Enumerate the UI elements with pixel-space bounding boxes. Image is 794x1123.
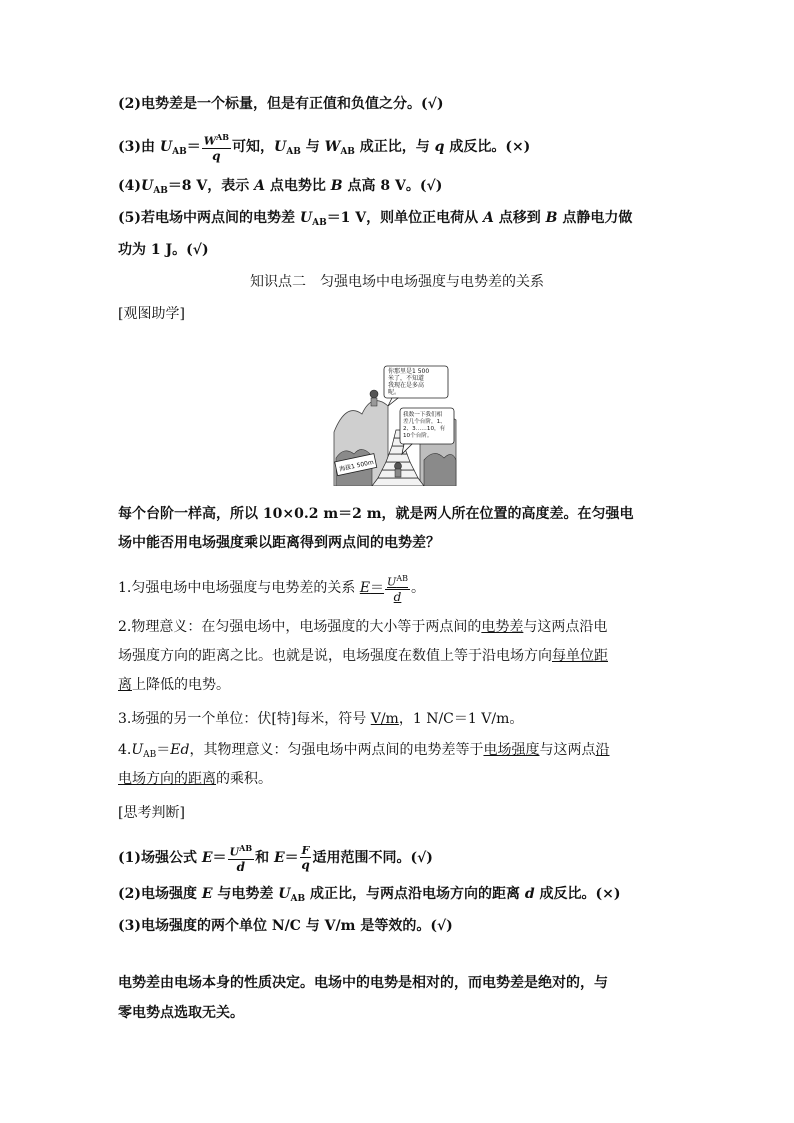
fraction-u-over-d: $\frac{U^{AB}}{d}$ [387, 574, 408, 604]
staircase-illustration [332, 362, 458, 486]
note-line-2: 零电势点选取无关。 [118, 1005, 244, 1021]
bush-right [424, 453, 456, 486]
bubble2-line-2: 差几个台阶，1、 [403, 419, 446, 425]
bubble2-line-4: 10个台阶。 [403, 433, 433, 439]
judge-item-2: (2)电势差是一个标量，但是有正值和负值之分。(√) [118, 96, 444, 112]
judge-item-5: (5)若电场中两点间的电势差 $U_{AB}=1$ V，则单位正电荷从 A 点移到 B 点静电力做 [118, 210, 633, 228]
bubble1-line-4: 呢。 [388, 389, 401, 396]
judge2-item-2: (2)电场强度 E 与电势差 $U_{AB}$ 成正比，与两点沿电场方向的距离 d 成反比。(×) [118, 886, 621, 904]
bubble2-line-3: 2、3……10，有 [403, 426, 446, 432]
bubble2-line-1: 我数一下我们相 [403, 412, 443, 418]
staircase-figure-svg [332, 362, 458, 486]
judge2-item-3: (3)电场强度的两个单位 N/C 与 V/m 是等效的。(√) [118, 918, 453, 934]
point-4-line-1: $4.U_{AB}=Ed$，其物理意义：匀强电场中两点间的电势差等于电场强度与这两点沿 [118, 742, 610, 760]
fraction-u-over-d-2: $\frac{U^{AB}}{d}$ [229, 843, 253, 874]
point-1: 1.匀强电场中电场强度与电势差的关系 E＝ $\frac{U^{AB}}{d}$ 。 [118, 574, 425, 604]
judge-item-3: (3)由 $U_{AB}=$ $\frac{W^{AB}}{q}$ 可知，$U_{AB}$ 与 $W_{AB}$ 成正比，与 q 成反比。(×) [118, 132, 531, 163]
sign-text: 海拔1 500m [338, 458, 375, 474]
question-line-2: 场中能否用电场强度乘以距离得到两点间的电势差？ [118, 535, 440, 551]
note-line-1: 电势差由电场本身的性质决定。电场中的电势是相对的，而电势差是绝对的，与 [118, 975, 608, 991]
person-top [370, 390, 378, 398]
point-2-line-1: 2.物理意义：在匀强电场中，电场强度的大小等于两点间的电势差与这两点沿电 [118, 619, 608, 635]
fraction-f-over-q: $\frac{F}{q}$ [301, 843, 310, 872]
fraction-w-over-q: $\frac{W^{AB}}{q}$ [203, 132, 230, 163]
point-2-line-3: 离上降低的电势。 [118, 677, 230, 693]
question-line-1: 每个台阶一样高，所以 10×0.2 m＝2 m，就是两人所在位置的高度差。在匀强电 [118, 506, 634, 522]
judge-item-4: $(4)U_{AB}=8$ V，表示 A 点电势比 B 点高 8 V。(√) [118, 178, 443, 196]
person-bottom [395, 463, 402, 470]
point-2-line-2: 场强度方向的距离之比。也就是说，电场强度在数值上等于沿电场方向每单位距 [118, 648, 608, 664]
judge-item-5-line2: 功为 1 J。(√) [118, 242, 209, 258]
point-4-line-2: 电场方向的距离的乘积。 [118, 771, 272, 787]
bubble1-line-1: 你那里是1 500 [388, 368, 430, 375]
bubble1-line-2: 米了，不知道 [388, 375, 425, 382]
tag-think: [思考判断] [118, 805, 185, 821]
judge2-item-1: (1)场强公式 E＝ $\frac{U^{AB}}{d}$ 和 E＝ $\frac{F}{q}$ 适用范围不同。(√) [118, 843, 433, 874]
tag-observe: [观图助学] [118, 306, 185, 322]
point-3: 3.场强的另一个单位：伏[特]每米，符号 V/m，1 N/C＝1 V/m。 [118, 711, 524, 727]
section-title: 知识点二 匀强电场中电场强度与电势差的关系 [250, 274, 544, 290]
bubble1-line-3: 我现在是多高 [388, 382, 425, 389]
